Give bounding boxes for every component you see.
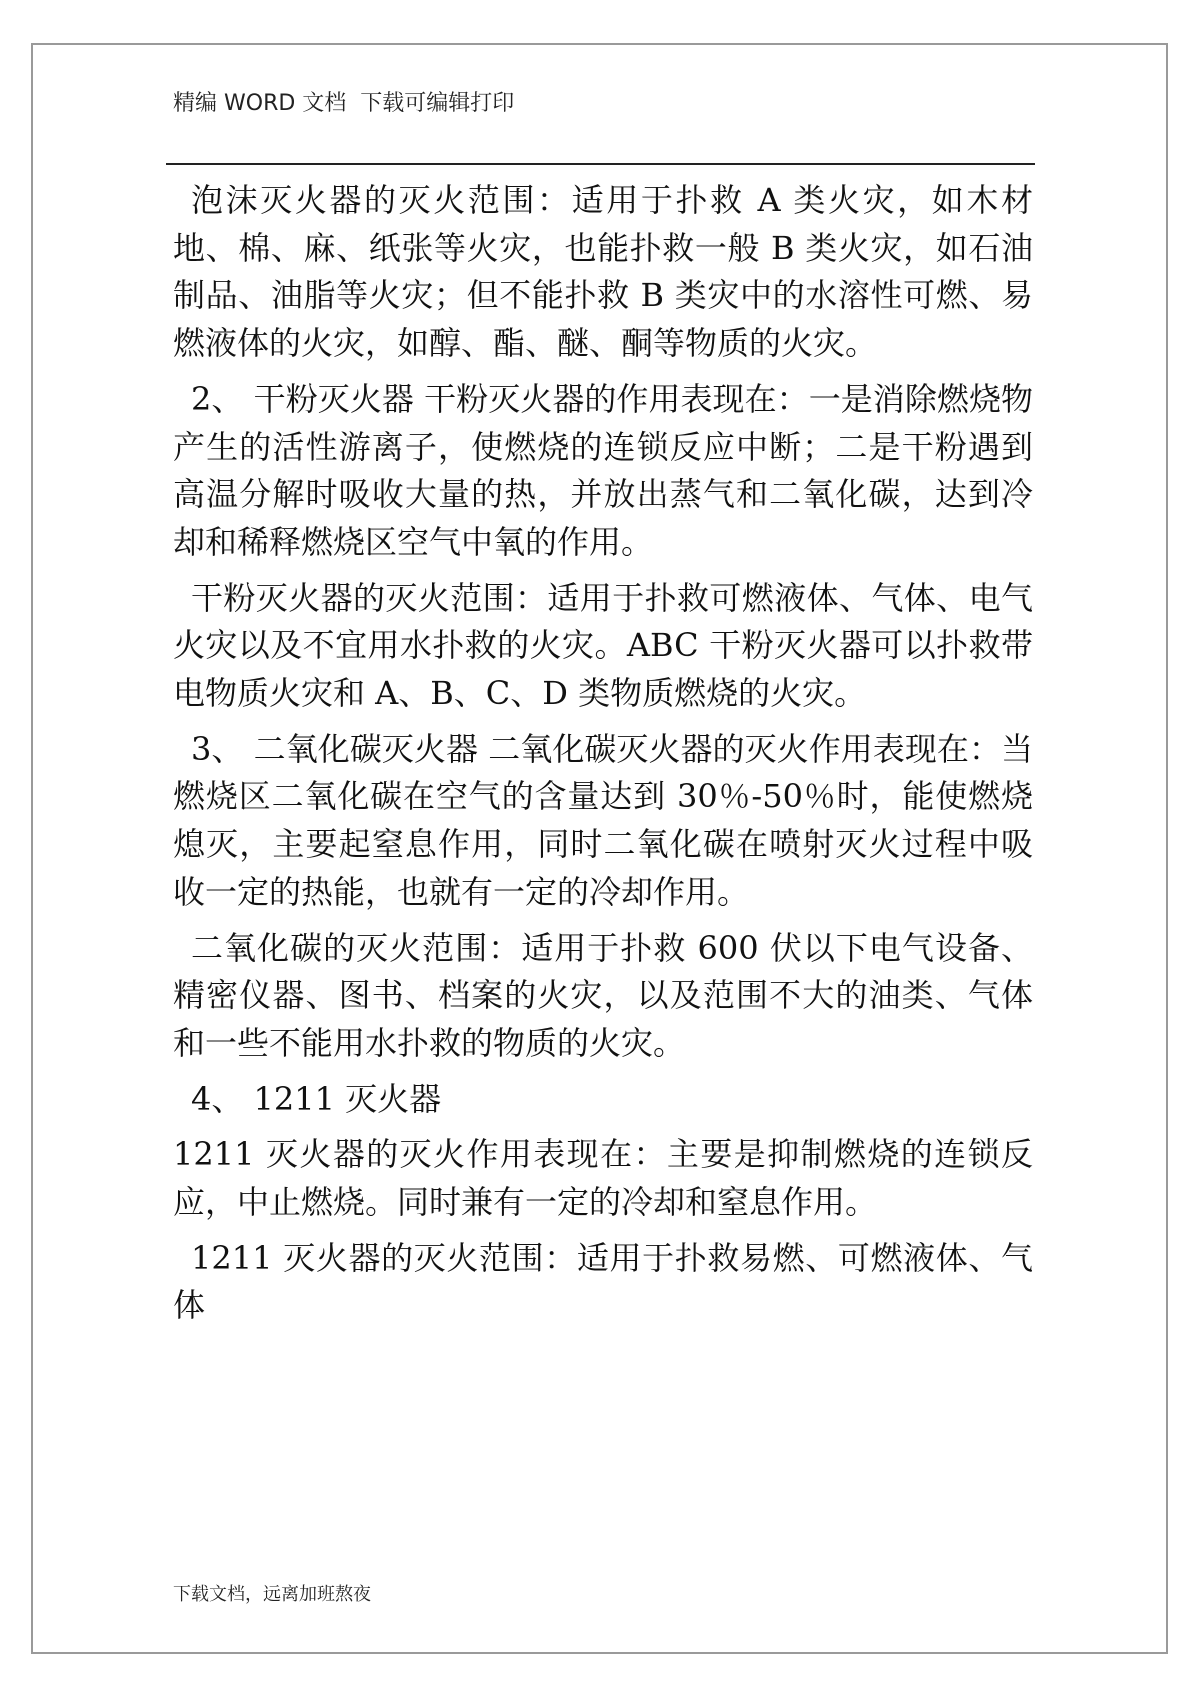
header-rule <box>166 163 1035 165</box>
paragraph-dry-powder: 2、 干粉灭火器 干粉灭火器的作用表现在：一是消除燃烧物产生的活性游离子，使燃烧的连锁反应中断；二是干粉遇到高温分解时吸收大量的热，并放出蒸气和二氧化碳，达到冷却和稀释燃烧区空气中氧的作用。 <box>173 379 1033 561</box>
paragraph-1211-range: 1211 灭火器的灭火范围：适用于扑救易燃、可燃液体、气体 <box>173 1238 1033 1325</box>
paragraph-co2: 3、 二氧化碳灭火器 二氧化碳灭火器的灭火作用表现在：当燃烧区二氧化碳在空气的含量达到 30％-50％时，能使燃烧熄灭，主要起窒息作用，同时二氧化碳在喷射灭火过程中吸收一定的热能，也就有一定的冷却作用。 <box>173 729 1033 911</box>
document-body <box>173 177 1033 1330</box>
heading-1211: 4、 1211 灭火器 <box>191 1079 442 1118</box>
paragraph-dry-powder-range: 干粉灭火器的灭火范围：适用于扑救可燃液体、气体、电气火灾以及不宜用水扑救的火灾。ABC 干粉灭火器可以扑救带电物质火灾和 A、B、C、D 类物质燃烧的火灾。 <box>173 578 1033 713</box>
paragraph-foam-range: 泡沫灭火器的灭火范围：适用于扑救 A 类火灾，如木材地、棉、麻、纸张等火灾，也能扑救一般 B 类火灾，如石油制品、油脂等火灾；但不能扑救 B 类灾中的水溶性可燃、易燃液体的火灾，如醇、酯、醚、酮等物质的火灾。 <box>173 181 1033 363</box>
paragraph-1211: 1211 灭火器的灭火作用表现在：主要是抑制燃烧的连锁反应，中止燃烧。同时兼有一定的冷却和窒息作用。 <box>173 1135 1033 1222</box>
page-header: 精编 WORD 文档 下载可编辑打印 <box>173 91 515 116</box>
paragraph-co2-range: 二氧化碳的灭火范围：适用于扑救 600 伏以下电气设备、精密仪器、图书、档案的火灾，以及范围不大的油类、气体和一些不能用水扑救的物质的火灾。 <box>173 928 1033 1062</box>
page-footer: 下载文档，远离加班熬夜 <box>173 1584 371 1605</box>
